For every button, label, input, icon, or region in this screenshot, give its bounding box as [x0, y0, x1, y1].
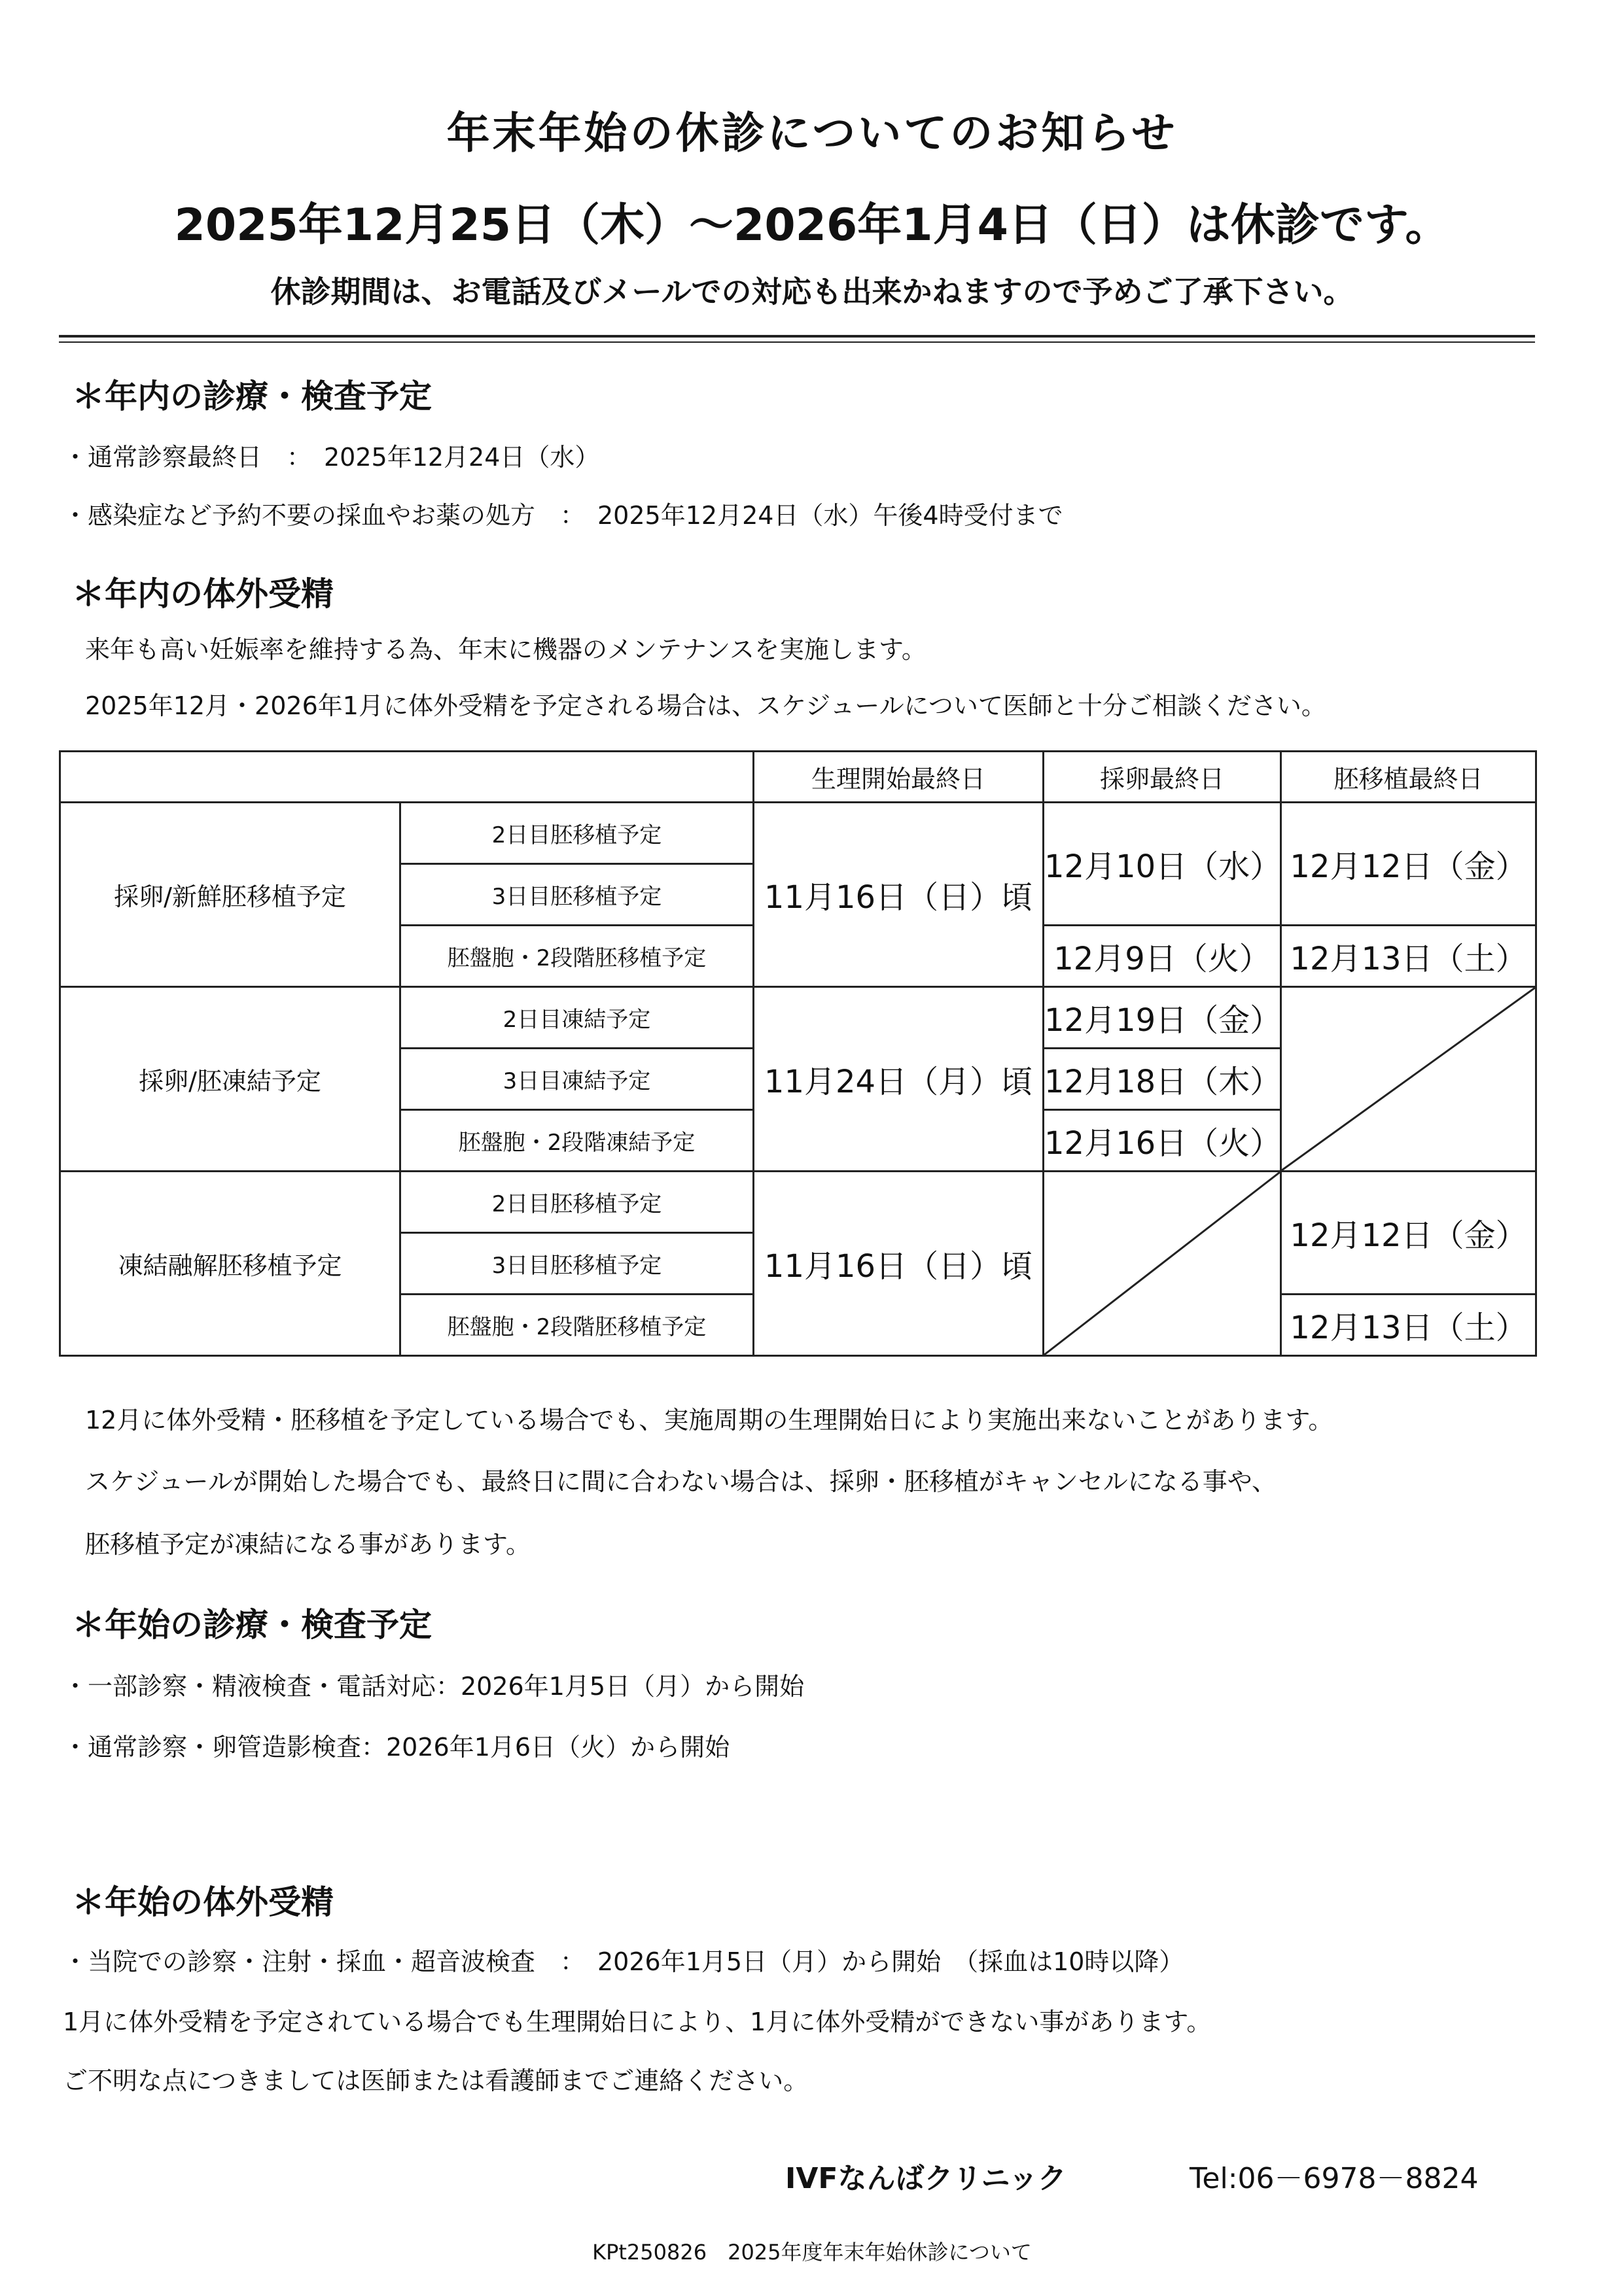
plan-label: 凍結融解胚移植予定: [60, 1172, 400, 1356]
sub-plan: 胚盤胞・2段階胚移植予定: [400, 926, 754, 987]
new-year-exam-item: ・通常診察・卵管造影検査：2026年1月6日（火）から開始: [63, 1733, 730, 1762]
diagonal-slash: [1282, 988, 1535, 1170]
not-applicable-cell: [1281, 987, 1536, 1172]
caution-line: 12月に体外受精・胚移植を予定している場合でも、実施周期の生理開始日により実施出来ないことがあります。: [85, 1406, 1333, 1435]
clinic-name: IVFなんばクリニック: [785, 2162, 1067, 2195]
sub-plan: 2日目胚移植予定: [400, 1172, 754, 1233]
new-year-exams-heading: ＊年始の診療・検査予定: [72, 1606, 432, 1644]
clinic-phone: Tel:06－6978－8824: [1190, 2162, 1479, 2195]
plan-label: 採卵/胚凍結予定: [60, 987, 400, 1172]
retrieval-date: 12月9日（火）: [1044, 926, 1281, 987]
new-year-ivf-line: ご不明な点につきましては医師または看護師までご連絡ください。: [63, 2066, 809, 2095]
year-end-exam-item: ・通常診察最終日 ： 2025年12月24日（水）: [63, 443, 600, 472]
schedule-table: [59, 750, 1537, 1357]
period-start-date: 11月16日（日）頃: [754, 1172, 1044, 1356]
year-end-ivf-heading: ＊年内の体外受精: [72, 575, 334, 613]
transfer-date: 12月12日（金）: [1281, 1172, 1536, 1295]
year-end-ivf-line: 来年も高い妊娠率を維持する為、年末に機器のメンテナンスを実施します。: [85, 635, 927, 664]
sub-plan: 3日目凍結予定: [400, 1049, 754, 1110]
document-code: KPt250826 2025年度年末年始休診について: [592, 2240, 1032, 2265]
sub-plan: 胚盤胞・2段階胚移植予定: [400, 1295, 754, 1356]
sub-plan: 3日目胚移植予定: [400, 864, 754, 926]
header-transfer: 胚移植最終日: [1281, 752, 1536, 803]
year-end-exams-heading: ＊年内の診療・検査予定: [72, 377, 432, 415]
year-end-ivf-line: 2025年12月・2026年1月に体外受精を予定される場合は、スケジュールについて医師と十分ご相談ください。: [85, 691, 1326, 720]
sub-plan: 2日目胚移植予定: [400, 803, 754, 864]
sub-plan: 2日目凍結予定: [400, 987, 754, 1049]
transfer-date: 12月13日（土）: [1281, 926, 1536, 987]
sub-plan: 3日目胚移植予定: [400, 1233, 754, 1295]
header-retrieval: 採卵最終日: [1044, 752, 1281, 803]
closure-notice: 休診期間は、お電話及びメールでの対応も出来かねますので予めご了承下さい。: [270, 274, 1354, 309]
page-title: 年末年始の休診についてのお知らせ: [446, 108, 1178, 158]
table-row: [60, 1172, 1536, 1233]
retrieval-date: 12月16日（火）: [1044, 1110, 1281, 1172]
not-applicable-cell: [1044, 1172, 1281, 1356]
period-start-date: 11月16日（日）頃: [754, 803, 1044, 987]
period-start-date: 11月24日（月）頃: [754, 987, 1044, 1172]
table-row: [60, 803, 1536, 864]
retrieval-date: 12月18日（木）: [1044, 1049, 1281, 1110]
sub-plan: 胚盤胞・2段階凍結予定: [400, 1110, 754, 1172]
header-period-start: 生理開始最終日: [754, 752, 1044, 803]
divider-bottom: [59, 341, 1535, 343]
transfer-date: 12月13日（土）: [1281, 1295, 1536, 1356]
year-end-exam-item: ・感染症など予約不要の採血やお薬の処方 ： 2025年12月24日（水）午後4時受付まで: [63, 501, 1063, 530]
table-header-row: [60, 752, 1536, 803]
new-year-ivf-heading: ＊年始の体外受精: [72, 1883, 334, 1921]
divider-top: [59, 335, 1535, 338]
new-year-exam-item: ・一部診察・精液検査・電話対応：2026年1月5日（月）から開始: [63, 1672, 805, 1701]
transfer-date: 12月12日（金）: [1281, 803, 1536, 926]
caution-line: 胚移植予定が凍結になる事があります。: [85, 1530, 531, 1559]
retrieval-date: 12月19日（金）: [1044, 987, 1281, 1049]
caution-line: スケジュールが開始した場合でも、最終日に間に合わない場合は、採卵・胚移植がキャンセルになる事や、: [85, 1467, 1277, 1496]
plan-label: 採卵/新鮮胚移植予定: [60, 803, 400, 987]
diagonal-slash: [1044, 1172, 1280, 1355]
table-header-blank: [60, 752, 754, 803]
new-year-ivf-line: 1月に体外受精を予定されている場合でも生理開始日により、1月に体外受精ができない事があります。: [63, 2008, 1212, 2036]
table-row: [60, 987, 1536, 1049]
closure-period: 2025年12月25日（木）～2026年1月4日（日）は休診です。: [174, 200, 1450, 251]
retrieval-date: 12月10日（水）: [1044, 803, 1281, 926]
new-year-ivf-item: ・当院での診察・注射・採血・超音波検査 ： 2026年1月5日（月）から開始 （採血は10時以降）: [63, 1947, 1184, 1976]
